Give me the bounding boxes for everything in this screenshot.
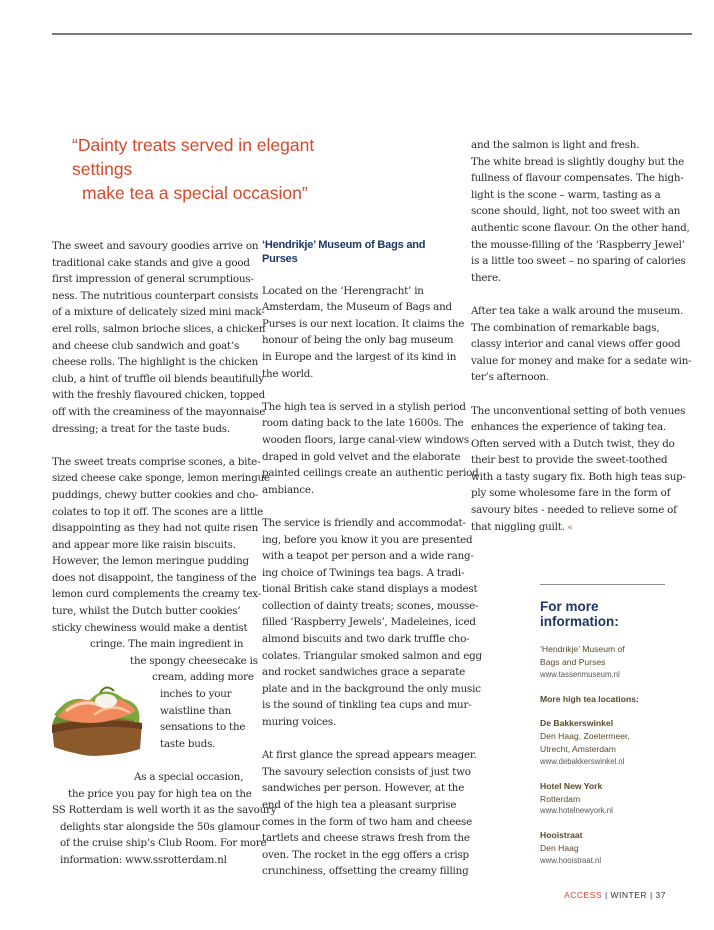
text-line: The high tea is served in a stylish period: [262, 400, 466, 413]
article-column-2: [262, 238, 482, 897]
text-line: scone should, light, not too sweet with an: [471, 205, 681, 218]
text-line: light is the scone – warm, tasting as a: [471, 188, 661, 201]
text-line: with a tasty sugary fix. Both high teas sup-: [471, 470, 686, 483]
text-line: colates. Triangular smoked salmon and egg: [262, 649, 482, 662]
text-line: The white bread is slightly doughy but the: [471, 155, 685, 168]
pull-quote: [72, 133, 372, 205]
text-line: club, a hint of truffle oil blends beautifully: [52, 372, 264, 385]
text-line: delights star alongside the 50s glamour: [60, 820, 260, 833]
text-line: painted ceilings create an authentic period: [262, 467, 479, 480]
text-line: lemon curd complements the creamy tex-: [52, 588, 261, 601]
museum-link[interactable]: www.tassenmuseum.nl: [540, 669, 620, 679]
text-line: colates to top it off. The scones are a little: [52, 505, 263, 518]
text-line: does not disappoint, the tanginess of the: [52, 571, 257, 584]
text-line: there.: [471, 271, 501, 284]
text-line: savoury bites - needed to relieve some of: [471, 504, 677, 517]
text-line: At first glance the spread appears meager.: [262, 749, 477, 762]
location-name: De Bakkerswinkel: [540, 718, 614, 729]
text-line: cringe. The main ingredient in: [90, 638, 244, 651]
text-line: the spongy cheesecake is: [130, 654, 258, 667]
text-line: sandwiches per person. However, at the: [262, 782, 465, 795]
text-line: honour of being the only bag museum: [262, 334, 454, 347]
text-line: ‘Hendrikje’ Museum of Bags and: [262, 239, 426, 251]
text-line: sensations to the: [160, 721, 246, 734]
text-line: authentic scone flavour. On the other hand,: [471, 221, 690, 234]
pull-quote-line: “Dainty treats served in elegant settings: [72, 135, 315, 179]
text-line: ter’s afternoon.: [471, 371, 549, 384]
sidebar-divider: [540, 584, 665, 585]
sidebar-title: [540, 599, 665, 629]
paragraph: [52, 454, 270, 637]
sidebar-title-line: information:: [540, 614, 619, 629]
text-line: room dating back to the late 1600s. The: [262, 417, 464, 430]
top-divider: [52, 33, 692, 35]
text-line: first impression of general scrumptious-: [52, 273, 254, 286]
text-line: inches to your: [160, 688, 232, 701]
text-line: The service is friendly and accommodat-: [262, 516, 466, 529]
text-line: As a special occasion,: [134, 771, 244, 783]
text-line: Often served with a Dutch twist, they do: [471, 437, 675, 450]
location-place: [540, 730, 665, 756]
text-line: However, the lemon meringue pudding: [52, 555, 249, 568]
museum-name: [540, 643, 665, 669]
text-line: and the salmon is light and fresh.: [471, 139, 640, 151]
text-line: that niggling guilt. «: [471, 520, 573, 533]
location-place-line: Den Haag, Zoetermeer,: [540, 731, 630, 742]
text-line: the world.: [262, 367, 314, 380]
text-line: The sweet treats comprise scones, a bite-: [52, 455, 261, 468]
location-place-line: Utrecht, Amsterdam: [540, 743, 616, 754]
text-line: sticky chewiness would make a dentist: [52, 621, 248, 634]
text-line: classy interior and canal views offer good: [471, 338, 681, 351]
pull-quote-line: make tea a special occasion”: [82, 183, 308, 203]
text-line: with the freshly flavoured chicken, topped: [52, 389, 265, 402]
text-line: Purses is our next location. It claims the: [262, 317, 465, 330]
text-line: filled ‘Raspberry Jewels’, Madeleines, iced: [262, 616, 476, 629]
info-sidebar: [540, 584, 665, 879]
text-line: After tea take a walk around the museum.: [471, 304, 684, 317]
text-line: off with the creaminess of the mayonnaise: [52, 405, 266, 418]
paragraph: [262, 399, 479, 499]
issue-season: WINTER: [610, 890, 648, 900]
section-heading: [262, 238, 462, 266]
text-line: SS Rotterdam is well worth it as the savoury: [52, 804, 277, 817]
text-line: sized cheese cake sponge, lemon meringue: [52, 472, 270, 485]
location-name: Hotel New York: [540, 780, 603, 791]
text-line: taste buds.: [160, 737, 216, 750]
footer-separator: |: [649, 890, 653, 900]
text-line: muring voices.: [262, 716, 337, 729]
magazine-name: ACCESS: [564, 890, 603, 900]
text-line: disappointing as they had not quite risen: [52, 522, 259, 535]
text-line: fullness of flavour compensates. The high-: [471, 172, 684, 185]
text-line: The unconventional setting of both venues: [471, 404, 686, 417]
text-line: is the sound of tinkling tea cups and mur-: [262, 699, 472, 712]
location-place: Rotterdam: [540, 793, 581, 804]
text-line: draped in gold velvet and the elaborate: [262, 450, 461, 463]
text-line: the mousse-filling of the ‘Raspberry Jewel’: [471, 238, 685, 251]
footer-separator: |: [604, 890, 608, 900]
text-line: traditional cake stands and give a good: [52, 256, 250, 269]
location-link[interactable]: www.hooistraat.nl: [540, 855, 602, 865]
paragraph: [52, 769, 277, 869]
location-name: Hooistraat: [540, 830, 583, 841]
text-line: and cheese club sandwich and goat’s: [52, 339, 240, 352]
page-footer: [564, 890, 666, 900]
text-line: ing, before you know it you are presented: [262, 533, 473, 546]
more-locations-label: More high tea locations:: [540, 693, 639, 704]
text-line: The sweet and savoury goodies arrive on: [52, 240, 259, 252]
text-line: information: www.ssrotterdam.nl: [60, 853, 227, 866]
text-line: almond biscuits and two dark truffle cho-: [262, 633, 470, 646]
paragraph: [262, 747, 477, 880]
text-line: ness. The nutritious counterpart consists: [52, 289, 259, 302]
paragraph: [262, 515, 482, 731]
text-line: erel rolls, salmon brioche slices, a chicken: [52, 322, 266, 335]
text-line: dressing; a treat for the taste buds.: [52, 422, 230, 435]
paragraph: [471, 137, 690, 286]
page-number: 37: [655, 890, 666, 900]
text-line: with a teapot per person and a wide rang-: [262, 550, 474, 563]
museum-name-line: ‘Hendrikje’ Museum of: [540, 644, 625, 654]
end-of-article-mark: «: [564, 522, 573, 533]
text-line: collection of dainty treats; scones, mousse-: [262, 599, 479, 612]
paragraph: [471, 403, 686, 537]
text-line: oven. The rocket in the egg offers a crisp: [262, 848, 469, 861]
text-line: Amsterdam, the Museum of Bags and: [262, 301, 452, 314]
sidebar-title-line: For more: [540, 599, 599, 614]
text-line: the price you pay for high tea on the: [68, 787, 252, 800]
text-line: cream, adding more: [152, 671, 254, 684]
text-line: Located on the ‘Herengracht’ in: [262, 284, 424, 297]
text-line: wooden floors, large canal-view windows: [262, 433, 469, 446]
paragraph: [471, 303, 692, 386]
text-line: ambiance.: [262, 483, 314, 496]
article-column-3: [471, 137, 692, 553]
text-line: value for money and make for a sedate win-: [471, 354, 692, 367]
text-line: and appear more like raisin biscuits.: [52, 538, 236, 551]
text-line: in Europe and the largest of its kind in: [262, 350, 457, 363]
text-line: crunchiness, offsetting the creamy filling: [262, 865, 469, 878]
salmon-canape-photo: [44, 653, 150, 775]
article-column-1: [52, 238, 277, 885]
text-line: ture, whilst the Dutch butter cookies’: [52, 605, 241, 618]
text-line: their best to provide the sweet-toothed: [471, 454, 668, 467]
text-line: comes in the form of two ham and cheese: [262, 815, 472, 828]
text-line: is a little too sweet – no sparing of calories: [471, 255, 686, 268]
text-line: The combination of remarkable bags,: [471, 321, 660, 334]
location-place: Den Haag: [540, 843, 579, 854]
text-line: Purses: [262, 253, 298, 265]
location-link[interactable]: www.hotelnewyork.nl: [540, 806, 613, 816]
text-line: ing choice of Twinings tea bags. A tradi-: [262, 566, 465, 579]
text-line: cheese rolls. The highlight is the chicken: [52, 356, 259, 369]
text-line: ply some wholesome fare in the form of: [471, 487, 671, 500]
location-link[interactable]: www.debakkerswinkel.nl: [540, 756, 625, 766]
text-line: The savoury selection consists of just two: [262, 765, 471, 778]
text-line: tartlets and cheese straws fresh from the: [262, 832, 470, 845]
text-line: waistline than: [160, 704, 231, 717]
text-line: enhances the experience of taking tea.: [471, 421, 666, 434]
text-line: tional British cake stand displays a modest: [262, 583, 478, 596]
text-line: and rocket sandwiches grace a separate: [262, 666, 466, 679]
museum-name-line: Bags and Purses: [540, 656, 606, 667]
text-line: plate and in the background the only music: [262, 682, 481, 695]
paragraph: [52, 238, 266, 437]
text-line: puddings, chewy butter cookies and cho-: [52, 488, 259, 501]
text-line: end of the high tea a pleasant surprise: [262, 799, 457, 811]
text-line: of the cruise ship’s Club Room. For more: [60, 837, 267, 850]
text-line: of a mixture of delicately sized mini mack-: [52, 306, 265, 319]
paragraph: [262, 283, 465, 383]
